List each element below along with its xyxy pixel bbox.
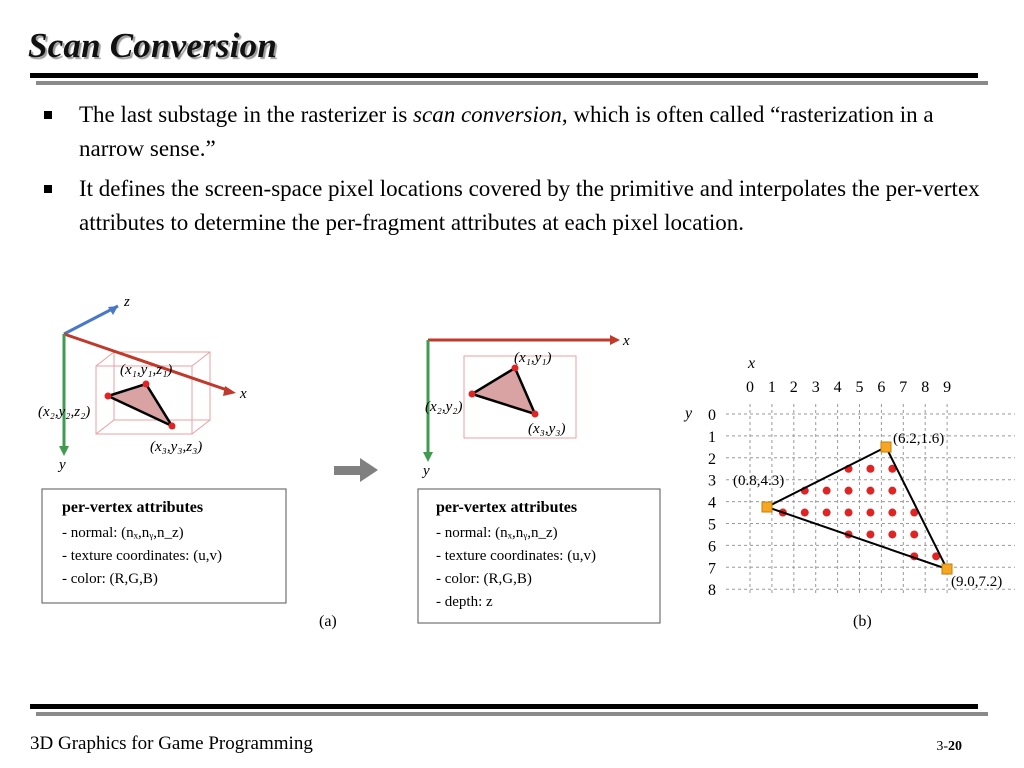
fragment-dot bbox=[910, 530, 918, 538]
z-axis bbox=[64, 306, 118, 334]
title-rule bbox=[30, 73, 978, 78]
screen-axis-label-y: y bbox=[423, 463, 430, 479]
fragment-dot bbox=[888, 487, 896, 495]
fragment-dot bbox=[888, 530, 896, 538]
axis-label-y: y bbox=[59, 457, 66, 473]
grid-y-tick: 4 bbox=[708, 494, 716, 512]
vertex-3 bbox=[169, 423, 176, 430]
figure-svg bbox=[0, 286, 1024, 636]
bullet-marker bbox=[44, 111, 52, 119]
vertex-1 bbox=[143, 381, 150, 388]
triangle-screen bbox=[472, 368, 535, 414]
grid-y-tick: 8 bbox=[708, 582, 716, 600]
grid-x-tick: 9 bbox=[943, 379, 952, 396]
grid-x-tick: 5 bbox=[855, 379, 864, 396]
slide-number-prefix: 3- bbox=[936, 739, 948, 754]
grid-x-tick: 1 bbox=[767, 379, 776, 396]
fragment-dot bbox=[845, 487, 853, 495]
bullet-list bbox=[44, 98, 994, 246]
scan-conversion-figure bbox=[0, 286, 1024, 636]
grid-x-tick: 0 bbox=[746, 379, 754, 396]
caption-a: (a) bbox=[319, 613, 337, 630]
footer-course-title: 3D Graphics for Game Programming bbox=[30, 733, 313, 754]
fragment-dot bbox=[823, 509, 831, 517]
grid-y-tick: 5 bbox=[708, 516, 716, 534]
screen-axis-label-x: x bbox=[623, 333, 630, 349]
bullet1-text-before: The last substage in the rasterizer is bbox=[79, 102, 414, 127]
screen-vertex-1-label: (x₁,y₁) bbox=[514, 350, 552, 366]
bullet1-emphasis: scan conversion bbox=[413, 102, 562, 127]
caption-b: (b) bbox=[853, 613, 872, 630]
attribute-box-title: per-vertex attributes bbox=[62, 499, 204, 516]
fragment-dot bbox=[888, 509, 896, 517]
fragment-dot bbox=[866, 509, 874, 517]
grid-y-tick: 0 bbox=[708, 407, 716, 424]
screen-attribute-depth: - depth: z bbox=[436, 594, 493, 610]
grid-x-tick: 4 bbox=[833, 379, 842, 396]
grid-y-tick: 1 bbox=[708, 428, 716, 446]
vertex-2 bbox=[105, 393, 112, 400]
attribute-normal: - normal: (nₓ,nᵧ,n_z) bbox=[62, 525, 184, 541]
attribute-color: - color: (R,G,B) bbox=[62, 571, 158, 587]
vertex-left-marker bbox=[762, 502, 772, 512]
attribute-box-screen bbox=[418, 489, 660, 623]
bullet2-text: It defines the screen-space pixel locations covered by the primitive and interpolates the per-vertex attributes to determine the per-fragment attributes at each pixel location. bbox=[79, 176, 980, 235]
figure-b-pixel-grid bbox=[683, 355, 1015, 599]
fragment-dot bbox=[845, 509, 853, 517]
fragment-dot bbox=[823, 487, 831, 495]
grid-lines bbox=[726, 404, 1015, 596]
bullet-item bbox=[44, 172, 994, 240]
y-axis-arrow bbox=[59, 446, 69, 456]
vertex-bottom-label: (9.0,7.2) bbox=[951, 574, 1003, 590]
vertex-3-label: (x₃,y₃,z₃) bbox=[150, 439, 203, 455]
footer-rule bbox=[30, 704, 978, 709]
vertex-top-label: (6.2,1.6) bbox=[893, 431, 945, 447]
grid-y-tick: 6 bbox=[708, 538, 716, 556]
fragment-dot bbox=[866, 465, 874, 473]
slide-number: 20 bbox=[948, 739, 962, 754]
screen-attribute-normal: - normal: (nₓ,nᵧ,n_z) bbox=[436, 525, 558, 541]
transform-arrow bbox=[334, 458, 378, 482]
screen-attribute-texcoord: - texture coordinates: (u,v) bbox=[436, 548, 596, 564]
grid-y-ticks bbox=[708, 407, 716, 599]
grid-x-tick: 8 bbox=[921, 379, 930, 396]
vertex-2-label: (x₂,y₂,z₂) bbox=[38, 404, 91, 420]
x-axis-arrow bbox=[223, 386, 236, 396]
axis-label-z: z bbox=[124, 294, 130, 310]
figure-a-screen-view bbox=[421, 333, 630, 479]
attribute-box-3d bbox=[42, 489, 286, 603]
axis-label-x: x bbox=[240, 386, 247, 402]
fragment-dot bbox=[866, 487, 874, 495]
grid-y-label: y bbox=[685, 405, 693, 422]
title-rule-shadow bbox=[36, 81, 988, 85]
footer-slide-number bbox=[936, 739, 962, 755]
screen-attribute-color: - color: (R,G,B) bbox=[436, 571, 532, 587]
grid-y-tick: 7 bbox=[708, 560, 716, 578]
vertex-bottom-marker bbox=[942, 564, 952, 574]
attribute-texcoord: - texture coordinates: (u,v) bbox=[62, 548, 222, 564]
fragment-dot bbox=[801, 509, 809, 517]
screen-vertex-3-label: (x₃,y₃) bbox=[528, 421, 566, 437]
screen-y-axis-arrow bbox=[423, 452, 433, 462]
footer-rule-shadow bbox=[36, 712, 988, 716]
grid-x-tick: 2 bbox=[789, 379, 798, 396]
slide-title: Scan Conversion bbox=[28, 26, 278, 65]
grid-y-tick: 3 bbox=[708, 472, 716, 490]
figure-a-3d-view bbox=[38, 294, 247, 473]
bullet-marker bbox=[44, 185, 52, 193]
grid-x-label: x bbox=[748, 355, 756, 372]
vertex-1-label: (x₁,y₁,z₁) bbox=[120, 362, 173, 378]
screen-vertex-2-label: (x₂,y₂) bbox=[425, 399, 463, 415]
grid-y-tick: 2 bbox=[708, 450, 716, 468]
fragment-dot bbox=[866, 530, 874, 538]
attribute-box-screen-title: per-vertex attributes bbox=[436, 499, 578, 516]
grid-x-tick: 7 bbox=[899, 379, 908, 396]
screen-vertex-3 bbox=[532, 411, 539, 418]
vertex-top-marker bbox=[881, 442, 891, 452]
grid-x-tick: 3 bbox=[811, 379, 820, 396]
screen-x-axis-arrow bbox=[610, 335, 620, 345]
bullet1-text-after: , which is often called “rasterization in a narrow sense.” bbox=[79, 102, 934, 161]
bullet-item bbox=[44, 98, 994, 166]
grid-x-ticks bbox=[746, 379, 951, 396]
vertex-left-label: (0.8,4.3) bbox=[733, 473, 785, 489]
grid-x-tick: 6 bbox=[877, 379, 886, 396]
screen-vertex-2 bbox=[469, 391, 476, 398]
